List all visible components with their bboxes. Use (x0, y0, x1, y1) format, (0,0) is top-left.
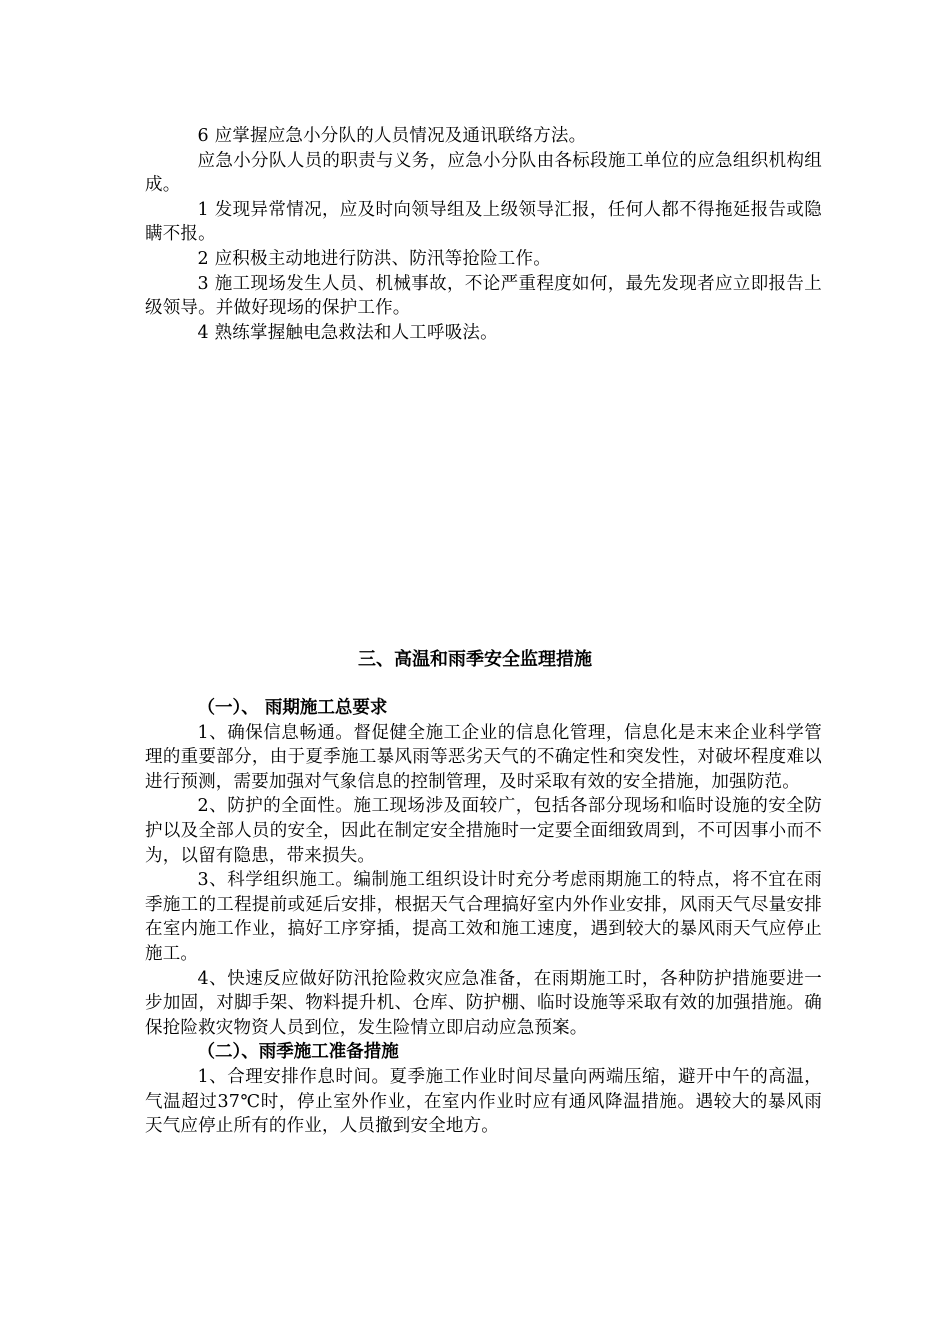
section-title: 三、高温和雨季安全监理措施 (358, 649, 592, 670)
paragraph: 1 发现异常情况，应及时向领导组及上级领导汇报，任何人都不得拖延报告或隐瞒不报。 (145, 199, 822, 245)
paragraph: 1、确保信息畅通。督促健全施工企业的信息化管理，信息化是末来企业科学管理的重要部分，由于夏季施工暴风雨等恶劣天气的不确定性和突发性，对破坏程度难以进行预测，需要加强对气象信息的控制管理，及时采取有效的安全措施，加强防范。 (145, 722, 822, 792)
paragraph: 3 施工现场发生人员、机械事故，不论严重程度如何，最先发现者应立即报告上级领导。并做好现场的保护工作。 (145, 273, 822, 319)
paragraph: 4、快速反应做好防汛抢险救灾应急准备，在雨期施工时，各种防护措施要进一步加固，对脚手架、物料提升机、仓库、防护棚、临时设施等采取有效的加强措施。确保抢险救灾物资人员到位，发生险情立即启动应急预案。 (145, 968, 822, 1038)
subsection-title: （二）、雨季施工准备措施 (197, 1042, 399, 1063)
subsection-title: （一）、 雨期施工总要求 (197, 698, 388, 718)
paragraph: 1、合理安排作息时间。夏季施工作业时间尽量向两端压缩，避开中午的高温，气温超过37℃时，停止室外作业，在室内作业时应有通风降温措施。遇较大的暴风雨天气应停止所有的作业，人员撤到安全地方。 (145, 1066, 822, 1137)
paragraph: 2 应积极主动地进行防洪、防汛等抢险工作。 (197, 248, 551, 269)
rain-requirements-section (145, 696, 822, 1139)
paragraph: 2、防护的全面性。施工现场涉及面较广，包括各部分现场和临时设施的安全防护以及全部人员的安全，因此在制定安全措施时一定要全面细致周到，不可因事小而不为，以留有隐患，带来损失。 (145, 796, 822, 866)
paragraph: 6 应掌握应急小分队的人员情况及通讯联络方法。 (197, 126, 587, 146)
paragraph: 应急小分队人员的职责与义务，应急小分队由各标段施工单位的应急组织机构组成。 (145, 150, 822, 196)
paragraph: 4 熟练掌握触电急救法和人工呼吸法。 (197, 322, 498, 343)
paragraph: 3、科学组织施工。编制施工组织设计时充分考虑雨期施工的特点，将不宜在雨季施工的工程提前或延后安排，根据天气合理搞好室内外作业安排，风雨天气尽量安排在室内施工作业，搞好工序穿插，提高工效和施工速度，遇到较大的暴风雨天气应停止施工。 (145, 870, 822, 964)
emergency-team-section (145, 124, 822, 345)
